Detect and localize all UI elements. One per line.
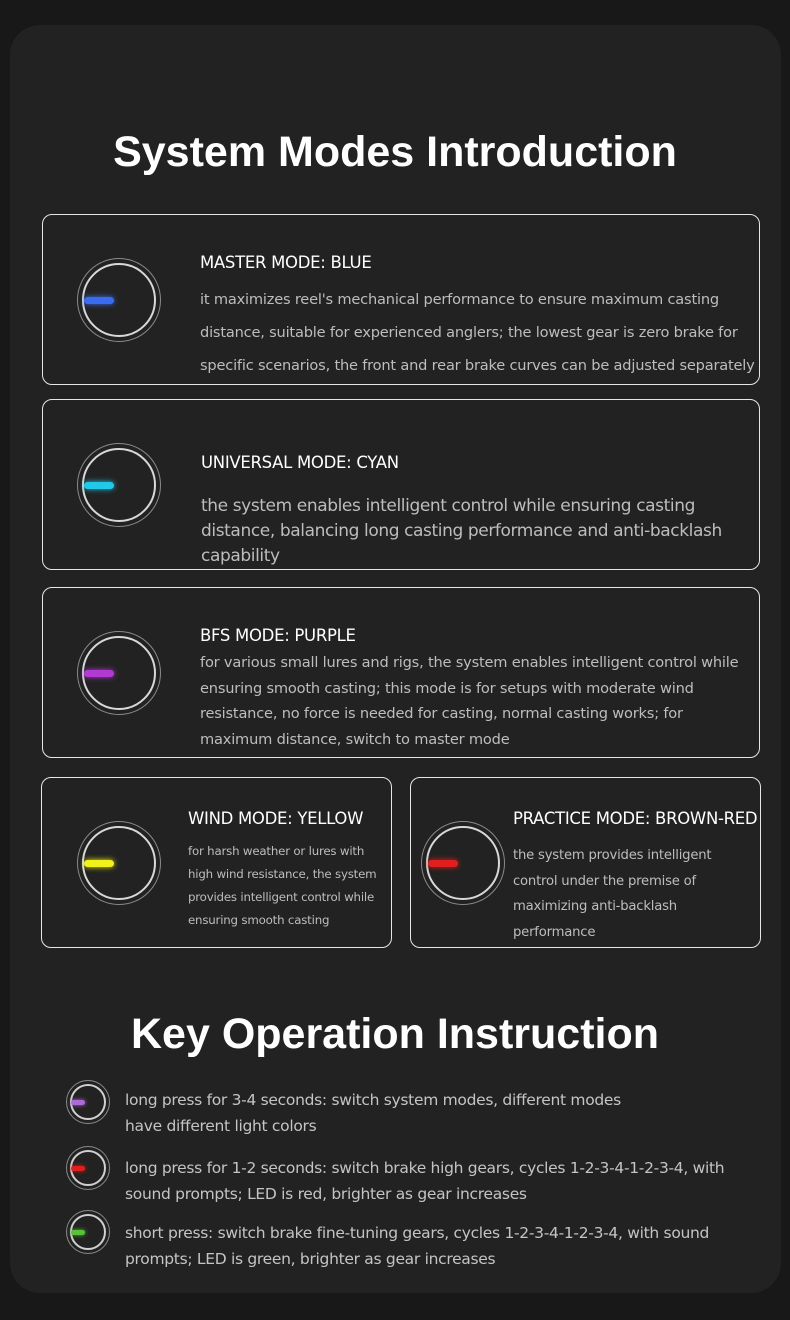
mode-card-bfs [42, 587, 760, 758]
mode-description: for harsh weather or lures with high wind resistance, the system provides intelligent control while ensuring smooth casting [188, 844, 377, 927]
mode-title: PRACTICE MODE: BROWN-RED [513, 809, 758, 828]
mode-description: the system enables intelligent control while ensuring casting distance, balancing long casting performance and anti-backlash capability [201, 496, 722, 566]
led-indicator [71, 1100, 85, 1105]
mode-title: BFS MODE: PURPLE [200, 626, 356, 645]
mode-card-master [42, 214, 760, 385]
section-title-system-modes: System Modes Introduction [113, 128, 677, 176]
yellow-led-icon [77, 821, 161, 905]
led-indicator [71, 1230, 85, 1235]
mode-description: for various small lures and rigs, the system enables intelligent control while ensuring smooth casting; this mode is for setups with moderate wind resistance, no force is needed for casting, normal casting works; for maximum distance, switch to master mode [200, 654, 739, 748]
led-indicator [71, 1166, 85, 1171]
led-indicator [84, 482, 114, 489]
red-led-icon [421, 821, 505, 905]
mode-title: WIND MODE: YELLOW [188, 809, 364, 828]
mode-card-universal [42, 399, 760, 570]
blue-led-icon [77, 258, 161, 342]
mode-description: the system provides intelligent control under the premise of maximizing anti-backlash performance [513, 848, 712, 940]
mode-title: UNIVERSAL MODE: CYAN [201, 453, 399, 472]
led-indicator [84, 860, 114, 867]
green-led-icon [66, 1210, 110, 1254]
purple-led-icon [66, 1080, 110, 1124]
mode-card-wind [41, 777, 392, 948]
cyan-led-icon [77, 443, 161, 527]
key-instruction-2: long press for 1-2 seconds: switch brake high gears, cycles 1-2-3-4-1-2-3-4, with sound prompts; LED is red, brighter as gear increases [125, 1159, 725, 1203]
key-instruction-1: long press for 3-4 seconds: switch system modes, different modes have different light colors [125, 1091, 621, 1135]
led-indicator [428, 860, 458, 867]
led-indicator [84, 297, 114, 304]
purple-led-icon [77, 631, 161, 715]
mode-card-practice [410, 777, 761, 948]
led-indicator [84, 670, 114, 677]
key-instruction-3: short press: switch brake fine-tuning gears, cycles 1-2-3-4-1-2-3-4, with sound prompts; LED is green, brighter as gear increases [125, 1224, 710, 1268]
mode-title: MASTER MODE: BLUE [200, 253, 372, 272]
mode-description: it maximizes reel's mechanical performance to ensure maximum casting distance, suitable for experienced anglers; the lowest gear is zero brake for specific scenarios, the front and rear brake curves can be adjusted separately [200, 291, 755, 374]
red-led-icon [66, 1146, 110, 1190]
section-title-key-operation: Key Operation Instruction [130, 1010, 659, 1058]
